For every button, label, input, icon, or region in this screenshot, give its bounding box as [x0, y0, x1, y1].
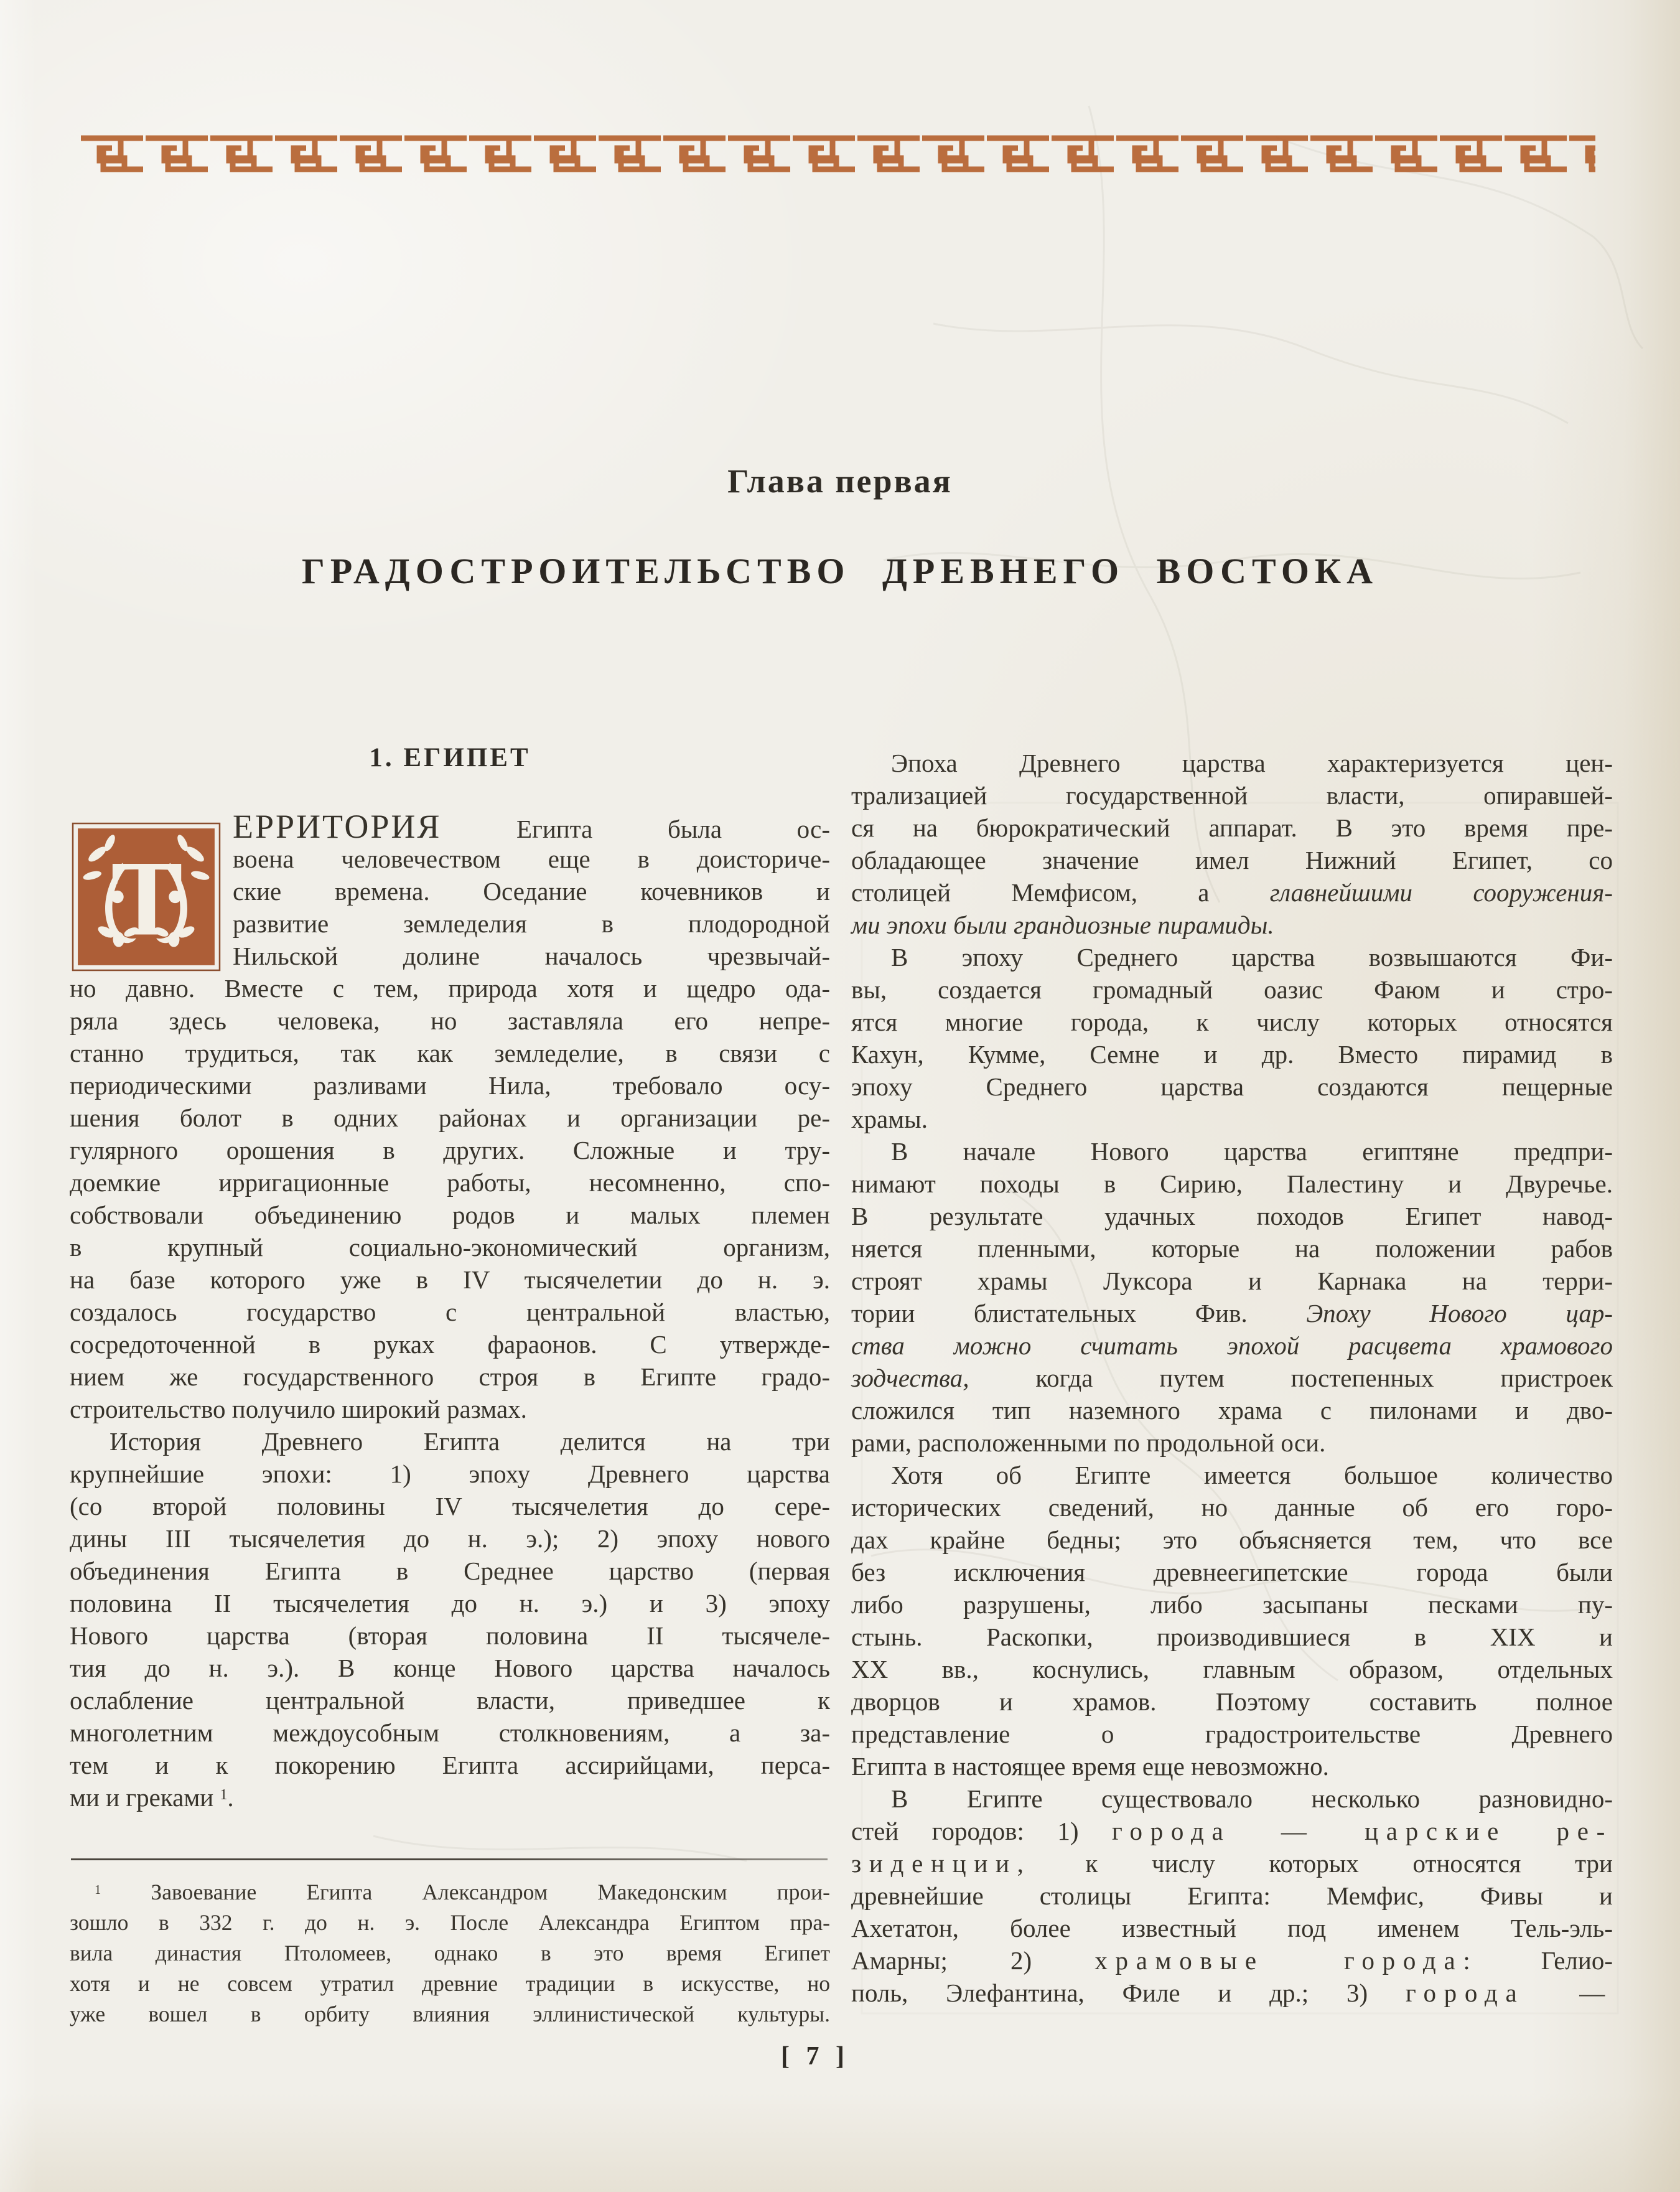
text-segment: трализацией государственной власти, опиравшей- [851, 781, 1613, 810]
text-segment: Завоевание Египта Александром Македонским прои- [101, 1880, 830, 1904]
text-line [70, 1425, 830, 1458]
text-segment: Эпоха Древнего царства характеризуется цен- [891, 749, 1613, 777]
text-segment: В результате удачных походов Египет навод- [851, 1202, 1613, 1230]
left-column [70, 743, 830, 1814]
text-segment: города — [1405, 1979, 1613, 2007]
text-line [233, 940, 830, 972]
text-segment: уже вошел в орбиту влияния эллинистической культуры. [70, 2002, 830, 2026]
page-number: [ 7 ] [781, 2042, 849, 2071]
text-segment: в крупный социально-экономический организм, [70, 1233, 830, 1262]
text-segment: Ахетатон, более известный под именем Тель-эль- [851, 1914, 1613, 1942]
text-line [851, 1038, 1613, 1070]
text-line [851, 1944, 1613, 1977]
text-segment: В начале Нового царства египтяне предпри- [891, 1137, 1613, 1166]
text-segment: Нильской долине началось чрезвычай- [233, 942, 830, 970]
text-segment: собствовали объединению родов и малых племен [70, 1201, 830, 1229]
text-segment: крупнейшие эпохи: 1) эпоху Древнего царства [70, 1459, 830, 1488]
drop-cap [71, 822, 222, 972]
text-segment: Нового царства (вторая половина II тысячеле- [70, 1621, 830, 1650]
text-segment: Гелио- [1478, 1946, 1613, 1975]
text-segment: ские времена. Оседание кочевников и [233, 877, 830, 906]
text-segment: вила династия Птоломеев, однако в это время Египет [70, 1941, 830, 1965]
text-line [70, 1717, 830, 1749]
text-line [851, 1524, 1613, 1556]
text-line [70, 1969, 830, 1999]
text-segment: ми эпохи были грандиозные пирамиды. [851, 911, 1274, 939]
text-line [851, 1977, 1613, 2009]
text-segment: XX вв., коснулись, главным образом, отдельных [851, 1655, 1613, 1684]
text-line [233, 843, 830, 875]
paragraph [70, 1425, 830, 1814]
text-line [233, 907, 830, 940]
text-line [70, 1069, 830, 1102]
paragraph [851, 941, 1613, 1135]
text-segment: развитие земледелия в плодородной [233, 909, 830, 938]
text-line [851, 1718, 1613, 1750]
text-segment: создалось государство с центральной властью, [70, 1298, 830, 1326]
text-segment: В Египте существовало несколько разновидно- [891, 1784, 1613, 1813]
text-segment: когда путем постепенных пристроек [969, 1364, 1613, 1392]
text-line [70, 1908, 830, 1938]
paragraph [851, 1459, 1613, 1782]
text-segment: гулярного орошения в других. Сложные и тру- [70, 1136, 830, 1164]
text-line [70, 1749, 830, 1781]
text-segment: вы, создается громадный оазис Фаюм и стро- [851, 975, 1613, 1004]
text-line [851, 941, 1613, 973]
text-segment: поль, Элефантина, Филе и др.; 3) [851, 1979, 1406, 2007]
text-segment: нимают походы в Сирию, Палестину и Двуречье. [851, 1169, 1613, 1198]
text-segment: стынь. Раскопки, производившиеся в XIX и [851, 1623, 1613, 1651]
text-line [851, 909, 1613, 941]
text-segment: (со второй половины IV тысячелетия до сере- [70, 1492, 830, 1520]
text-line [851, 1135, 1613, 1168]
right-column [851, 747, 1613, 2009]
text-line [70, 1555, 830, 1587]
text-line [70, 1199, 830, 1231]
text-segment: . [227, 1783, 234, 1812]
right-column-body [851, 747, 1613, 2009]
text-segment: сложился тип наземного храма с пилонами и дво- [851, 1396, 1613, 1425]
text-segment: рами, расположенными по продольной оси. [851, 1428, 1326, 1457]
text-line [851, 1265, 1613, 1297]
text-segment: тории блистательных Фив. [851, 1299, 1307, 1328]
text-segment: обладающее значение имел Нижний Египет, со [851, 846, 1613, 874]
text-segment: дины III тысячелетия до н. э.); 2) эпоху нового [70, 1524, 830, 1553]
text-line [851, 1685, 1613, 1718]
paragraph [851, 1135, 1613, 1459]
text-line [70, 1458, 830, 1490]
text-segment: стей городов: 1) [851, 1817, 1112, 1845]
text-line [851, 1329, 1613, 1362]
text-segment: представление о градостроительстве Древнего [851, 1720, 1613, 1748]
text-line [851, 1556, 1613, 1588]
text-segment: храмовые города: [1094, 1946, 1478, 1975]
text-line [851, 1297, 1613, 1329]
text-segment: дворцов и храмов. Поэтому составить полное [851, 1687, 1613, 1716]
text-line [70, 1361, 830, 1393]
text-segment: эпоху Среднего царства создаются пещерные [851, 1072, 1613, 1101]
meander-border [80, 129, 1595, 178]
text-segment: главнейшими сооружения- [1269, 878, 1613, 907]
text-line [851, 1880, 1613, 1912]
text-line [70, 1619, 830, 1652]
text-line [70, 972, 830, 1005]
text-segment: Хотя об Египте имеется большое количество [891, 1461, 1613, 1489]
text-segment: зиденции, [851, 1849, 1032, 1878]
text-segment: Эпоху Нового цар- [1306, 1299, 1613, 1328]
footnote [70, 1877, 830, 2030]
text-segment: строят храмы Луксора и Карнака на терри- [851, 1267, 1613, 1295]
text-line [851, 844, 1613, 876]
text-line [70, 1166, 830, 1199]
text-line [851, 1006, 1613, 1038]
text-line [70, 1102, 830, 1134]
text-segment: на базе которого уже в IV тысячелетии до н. э. [70, 1265, 830, 1294]
section-heading: 1. ЕГИПЕТ [369, 743, 531, 772]
text-segment: доемкие ирригационные работы, несомненно, спо- [70, 1168, 830, 1197]
text-line [851, 1426, 1613, 1459]
text-line [851, 876, 1613, 909]
text-segment: Египта в настоящее время еще невозможно. [851, 1752, 1329, 1781]
text-segment: История Древнего Египта делится на три [110, 1427, 830, 1456]
paragraph [851, 1782, 1613, 2009]
text-segment: шения болот в одних районах и организации ре- [70, 1103, 830, 1132]
text-line [70, 1587, 830, 1619]
text-segment: Кахун, Кумме, Семне и др. Вместо пирамид в [851, 1040, 1613, 1069]
text-line [851, 1103, 1613, 1135]
text-line [851, 812, 1613, 844]
text-line [851, 1200, 1613, 1232]
text-segment: воена человечеством еще в доисториче- [233, 845, 830, 873]
text-segment: Египта была ос- [441, 815, 830, 843]
text-segment: объединения Египта в Среднее царство (первая [70, 1557, 830, 1585]
text-line [851, 1750, 1613, 1782]
text-line [851, 1653, 1613, 1685]
text-line [70, 1263, 830, 1296]
text-line [70, 1877, 830, 1908]
text-segment: столицей Мемфисом, а [851, 878, 1270, 907]
text-segment: многолетним междоусобным столкновениям, а за- [70, 1718, 830, 1747]
text-line [851, 1362, 1613, 1394]
text-segment: Амарны; 2) [851, 1946, 1095, 1975]
text-segment: либо разрушены, либо засыпаны песками пу- [851, 1590, 1613, 1619]
text-segment: города — царские ре- [1111, 1817, 1613, 1845]
text-segment: исторических сведений, но данные об его горо- [851, 1493, 1613, 1522]
drop-cap-letter: Т [111, 838, 183, 958]
text-line [851, 747, 1613, 779]
text-segment: зошло в 332 г. до н. э. После Александра Египтом пра- [70, 1910, 830, 1935]
text-line [70, 1328, 830, 1361]
text-line [233, 875, 830, 907]
text-line [851, 1588, 1613, 1621]
text-line [851, 1459, 1613, 1491]
text-line [70, 1231, 830, 1263]
page-title: ГРАДОСТРОИТЕЛЬСТВО ДРЕВНЕГО ВОСТОКА [302, 551, 1378, 591]
chapter-heading: Глава первая [727, 462, 953, 500]
text-segment: ства можно считать эпохой расцвета храмового [851, 1331, 1613, 1360]
text-line [70, 1005, 830, 1037]
text-line [851, 1232, 1613, 1265]
text-line [70, 1781, 830, 1814]
text-line [851, 1621, 1613, 1653]
text-line [851, 1912, 1613, 1944]
text-segment: няется пленными, которые на положении рабов [851, 1234, 1613, 1263]
text-line [70, 1037, 830, 1069]
text-line [851, 1070, 1613, 1103]
text-line [70, 1684, 830, 1717]
text-segment: без исключения древнеегипетские города были [851, 1558, 1613, 1586]
text-line [851, 973, 1613, 1006]
text-line [70, 1490, 830, 1522]
text-segment: храмы. [851, 1105, 928, 1133]
text-segment: древнейшие столицы Египта: Мемфис, Фивы и [851, 1881, 1613, 1910]
text-segment: половина II тысячелетия до н. э.) и 3) эпоху [70, 1589, 830, 1618]
left-column-body [70, 810, 830, 1814]
text-line [70, 1999, 830, 2030]
text-segment: В эпоху Среднего царства возвышаются Фи- [891, 943, 1613, 972]
text-segment: нием же государственного строя в Египте градо- [70, 1362, 830, 1391]
text-line [70, 1938, 830, 1969]
text-segment: к числу которых относятся три [1031, 1849, 1613, 1878]
text-line [233, 810, 830, 843]
footnote-separator [71, 1858, 828, 1860]
paragraph [851, 747, 1613, 941]
text-line [851, 1394, 1613, 1426]
text-segment: тия до н. э.). В конце Нового царства началось [70, 1654, 830, 1682]
text-segment: тем и к покорению Египта ассирийцами, перса- [70, 1751, 830, 1779]
text-segment: ряла здесь человека, но заставляла его непре- [70, 1006, 830, 1035]
text-line [70, 1296, 830, 1328]
text-line [70, 1393, 830, 1425]
text-line [70, 1522, 830, 1555]
text-segment: сосредоточенной в руках фараонов. С утвержде- [70, 1330, 830, 1359]
text-segment: дах крайне бедны; это объясняется тем, что все [851, 1525, 1613, 1554]
text-line [851, 1847, 1613, 1880]
text-segment: периодическими разливами Нила, требовало осу- [70, 1071, 830, 1100]
text-segment: станно трудиться, так как земледелие, в связи с [70, 1039, 830, 1067]
text-line [70, 1134, 830, 1166]
text-segment: но давно. Вместе с тем, природа хотя и щедро ода- [70, 974, 830, 1003]
text-segment: ослабление центральной власти, приведшее к [70, 1686, 830, 1715]
text-line [851, 1815, 1613, 1847]
text-segment: ми и греками [70, 1783, 220, 1812]
text-segment: ЕРРИТОРИЯ [233, 808, 442, 845]
text-segment: хотя и не совсем утратил древние традиции в искусстве, но [70, 1971, 830, 1996]
text-segment: строительство получило широкий размах. [70, 1395, 527, 1423]
text-line [70, 1652, 830, 1684]
text-line [851, 1168, 1613, 1200]
footnote-reference: 1 [95, 1883, 101, 1897]
footnote-reference: 1 [220, 1787, 228, 1804]
text-segment: зодчества, [851, 1364, 969, 1392]
text-segment: ся на бюрократический аппарат. В это время пре- [851, 813, 1613, 842]
text-line [851, 1782, 1613, 1815]
text-segment: ятся многие города, к числу которых относятся [851, 1008, 1613, 1036]
text-line [851, 779, 1613, 812]
text-line [851, 1491, 1613, 1524]
